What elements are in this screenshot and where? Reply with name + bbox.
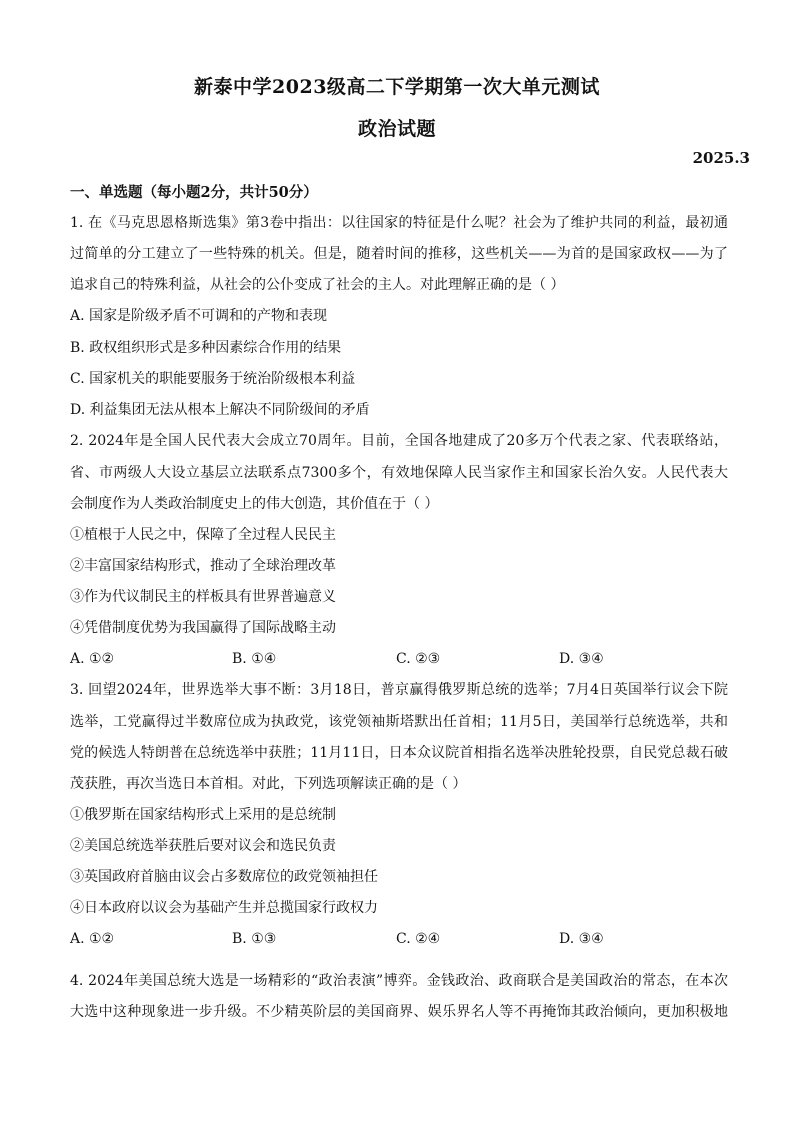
q3-stem-line-3: 党的候选人特朗普在总统选举中获胜；11月11日，日本众议院首相指名选举决胜轮投票，自民党总裁石破 — [70, 745, 728, 761]
q2-statement-3: ③作为代议制民主的样板具有世界普遍意义 — [70, 589, 336, 605]
q1-stem-line-2: 过简单的分工建立了一些特殊的机关。但是，随着时间的推移，这些机关——为首的是国家政权——为了 — [70, 246, 728, 262]
q2-choice-c: C. ②③ — [396, 651, 441, 667]
q2-stem-line-2: 省、市两级人大设立基层立法联系点7300多个，有效地保障人民当家作主和国家长治久安。人民代表大 — [70, 465, 728, 481]
exam-date: 2025.3 — [692, 149, 750, 167]
q1-option-a: A. 国家是阶级矛盾不可调和的产物和表现 — [70, 308, 328, 324]
q1-option-d: D. 利益集团无法从根本上解决不同阶级间的矛盾 — [70, 402, 370, 418]
q1-stem-line-1: 1. 在《马克思恩格斯选集》第3卷中指出：以往国家的特征是什么呢？社会为了维护共同的利益，最初通 — [70, 215, 728, 231]
q2-stem-line-1: 2. 2024年是全国人民代表大会成立70周年。目前，全国各地建成了20多万个代表之家、代表联络站， — [70, 433, 728, 449]
q3-stem-line-2: 选举，工党赢得过半数席位成为执政党，该党领袖斯塔默出任首相；11月5日，美国举行总统选举，共和 — [70, 714, 728, 730]
q3-statement-4: ④日本政府以议会为基础产生并总揽国家行政权力 — [70, 900, 378, 916]
exam-subtitle: 政治试题 — [357, 118, 436, 140]
section-heading: 一、单选题（每小题2分，共计50分） — [70, 184, 318, 201]
exam-title: 新泰中学2023级高二下学期第一次大单元测试 — [194, 76, 600, 98]
q2-choice-b: B. ①④ — [232, 651, 277, 667]
q1-option-c: C. 国家机关的职能要服务于统治阶级根本利益 — [70, 371, 356, 387]
q2-choice-d: D. ③④ — [559, 651, 604, 667]
q3-stem-line-1: 3. 回望2024年，世界选举大事不断：3月18日，普京赢得俄罗斯总统的选举；7月4日英国举行议会下院 — [70, 682, 728, 698]
q3-stem-line-4: 茂获胜，再次当选日本首相。对此，下列选项解读正确的是（ ） — [70, 776, 467, 792]
q3-choice-d: D. ③④ — [559, 931, 604, 947]
q2-choice-a: A. ①② — [70, 651, 115, 667]
q1-stem-line-3: 追求自己的特殊利益，从社会的公仆变成了社会的主人。对此理解正确的是（ ） — [70, 277, 565, 293]
q4-stem-line-2: 大选中这种现象进一步升级。不少精英阶层的美国商界、娱乐界名人等不再掩饰其政治倾向，更加积极地 — [70, 1004, 728, 1020]
q3-statement-1: ①俄罗斯在国家结构形式上采用的是总统制 — [70, 807, 336, 823]
q3-choice-a: A. ①② — [70, 931, 115, 947]
q1-option-b: B. 政权组织形式是多种因素综合作用的结果 — [70, 340, 342, 356]
q2-statement-4: ④凭借制度优势为我国赢得了国际战略主动 — [70, 620, 336, 636]
q3-statement-3: ③英国政府首脑由议会占多数席位的政党领袖担任 — [70, 869, 378, 885]
q3-choice-b: B. ①③ — [232, 931, 277, 947]
q3-choice-c: C. ②④ — [396, 931, 441, 947]
q4-stem-line-1: 4. 2024年美国总统大选是一场精彩的“政治表演”博弈。金钱政治、政商联合是美国政治的常态，在本次 — [70, 973, 728, 989]
q3-statement-2: ②美国总统选举获胜后要对议会和选民负责 — [70, 838, 336, 854]
q2-statement-1: ①植根于人民之中，保障了全过程人民民主 — [70, 527, 336, 543]
q2-stem-line-3: 会制度作为人类政治制度史上的伟大创造，其价值在于（ ） — [70, 496, 439, 512]
q2-statement-2: ②丰富国家结构形式，推动了全球治理改革 — [70, 558, 336, 574]
